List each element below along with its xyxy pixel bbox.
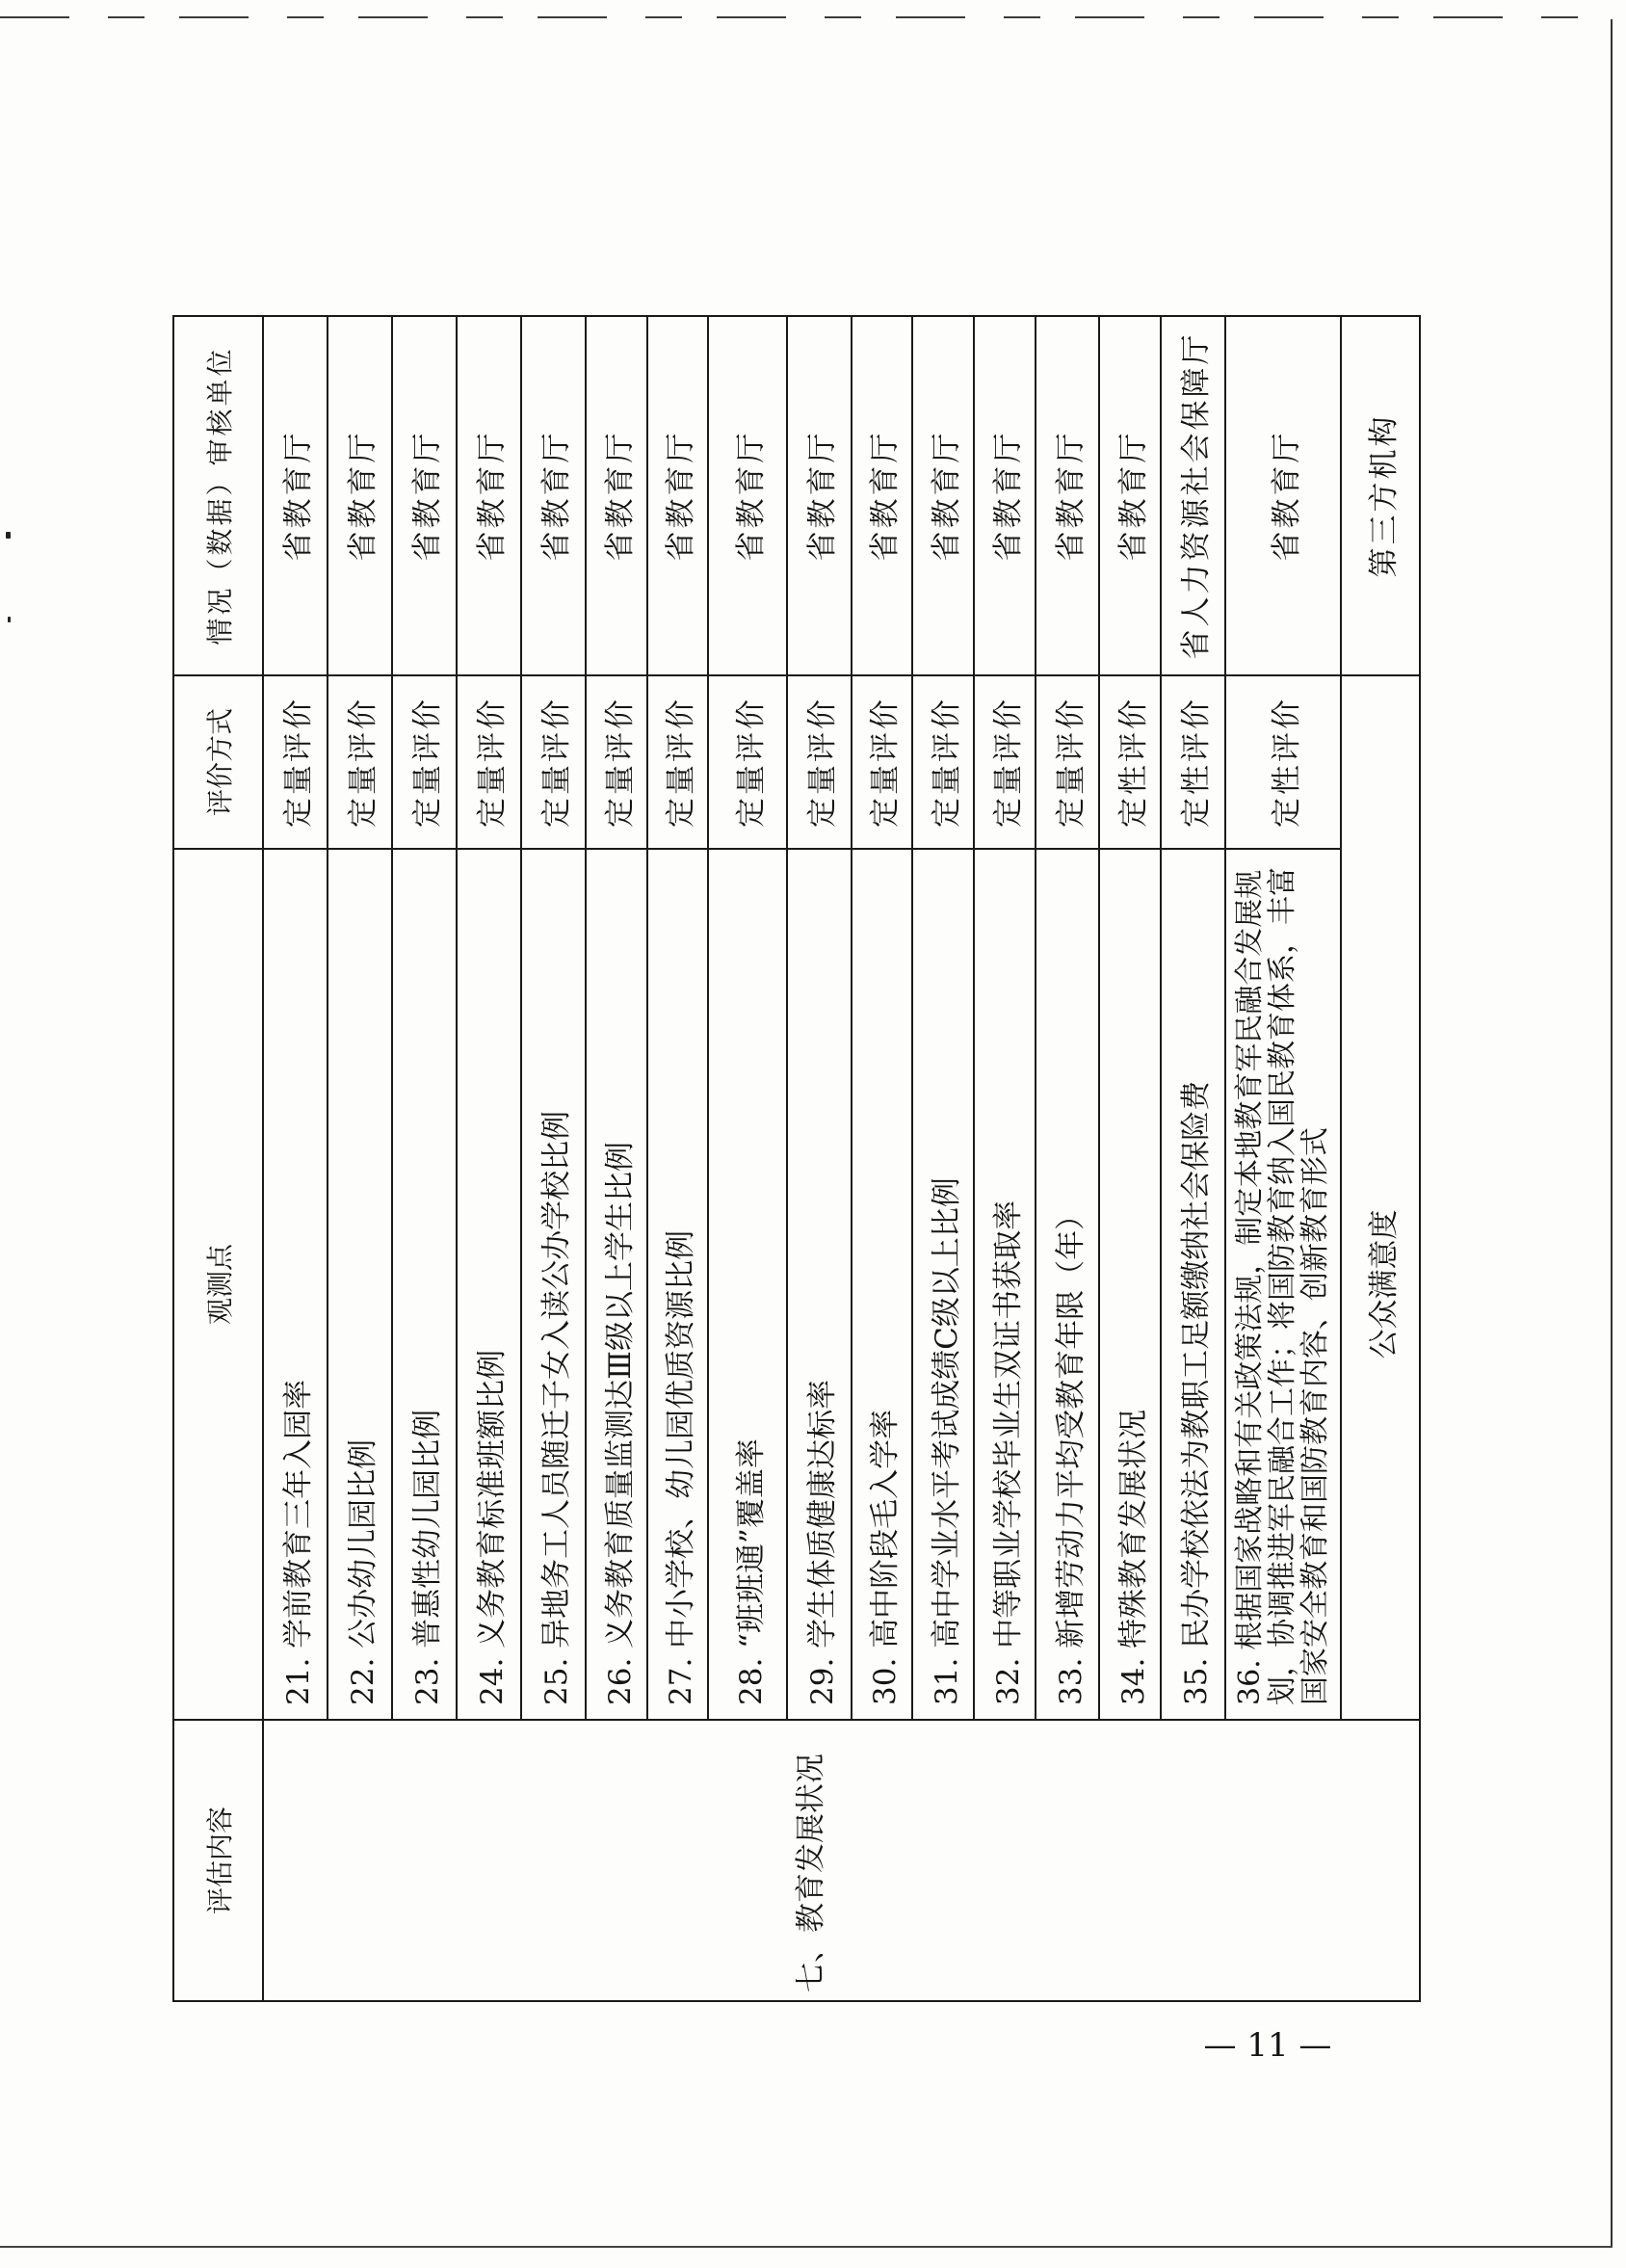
observation-cell: 29. 学生体质健康达标率	[787, 849, 852, 1720]
observation-cell: 23. 普惠性幼儿园比例	[392, 849, 457, 1720]
observation-cell: 22. 公办幼儿园比例	[328, 849, 392, 1720]
evaluation-table	[172, 315, 1421, 2002]
page-number: — 11 —	[1203, 2026, 1332, 2065]
observation-line: 划，协调推进军民融合工作；将国防教育纳入国民教育体系，丰富	[1266, 867, 1299, 1705]
table-header-row	[173, 316, 263, 2001]
evaluation-method-cell: 定量评价	[457, 675, 521, 849]
observation-cell: 公众满意度	[1341, 675, 1420, 1720]
observation-cell: 28. “班班通”覆盖率	[708, 849, 787, 1720]
scan-mark	[6, 532, 11, 539]
scan-edge-bottom	[0, 2246, 1613, 2248]
review-unit-cell: 省教育厅	[263, 316, 328, 675]
observation-cell: 27. 中小学校、幼儿园优质资源比例	[647, 849, 708, 1720]
header-observation-point: 观测点	[173, 849, 263, 1720]
observation-cell: 25. 异地务工人员随迁子女入读公办学校比例	[521, 849, 586, 1720]
review-unit-cell: 省教育厅	[457, 316, 521, 675]
observation-cell: 35. 民办学校依法为教职工足额缴纳社会保险费	[1161, 849, 1225, 1720]
header-review-unit: 情况（数据）审核单位	[173, 316, 263, 675]
review-unit-cell: 省教育厅	[852, 316, 912, 675]
observation-cell: 26. 义务教育质量监测达Ⅲ级以上学生比例	[586, 849, 647, 1720]
scan-mark	[8, 617, 11, 622]
evaluation-method-cell: 定性评价	[1161, 675, 1225, 849]
review-unit-cell: 省教育厅	[328, 316, 392, 675]
evaluation-method-cell: 定量评价	[852, 675, 912, 849]
review-unit-cell: 省教育厅	[787, 316, 852, 675]
evaluation-method-cell: 定量评价	[392, 675, 457, 849]
evaluation-method-cell: 定量评价	[328, 675, 392, 849]
evaluation-method-cell: 定量评价	[974, 675, 1036, 849]
review-unit-cell: 省人力资源社会保障厅	[1161, 316, 1225, 675]
scan-edge-right	[1611, 19, 1613, 2248]
observation-cell: 34. 特殊教育发展状况	[1099, 849, 1161, 1720]
evaluation-method-cell: 定量评价	[1036, 675, 1099, 849]
observation-cell: 31. 高中学业水平考试成绩C级以上比例	[912, 849, 974, 1720]
evaluation-method-cell: 定量评价	[912, 675, 974, 849]
header-evaluation-content: 评估内容	[173, 1720, 263, 2001]
review-unit-cell: 第三方机构	[1341, 316, 1420, 675]
review-unit-cell: 省教育厅	[912, 316, 974, 675]
review-unit-cell: 省教育厅	[521, 316, 586, 675]
review-unit-cell: 省教育厅	[586, 316, 647, 675]
evaluation-method-cell: 定性评价	[1225, 675, 1341, 849]
evaluation-method-cell: 定量评价	[708, 675, 787, 849]
review-unit-cell: 省教育厅	[647, 316, 708, 675]
evaluation-method-cell: 定量评价	[787, 675, 852, 849]
review-unit-cell: 省教育厅	[1225, 316, 1341, 675]
evaluation-method-cell: 定量评价	[647, 675, 708, 849]
observation-cell: 24. 义务教育标准班额比例	[457, 849, 521, 1720]
evaluation-method-cell: 定性评价	[1099, 675, 1161, 849]
review-unit-cell: 省教育厅	[392, 316, 457, 675]
review-unit-cell: 省教育厅	[708, 316, 787, 675]
review-unit-cell: 省教育厅	[1099, 316, 1161, 675]
rotated-table-frame	[172, 317, 1419, 2002]
observation-line: 国家安全教育和国防教育内容、创新教育形式	[1298, 1127, 1332, 1705]
review-unit-cell: 省教育厅	[974, 316, 1036, 675]
observation-cell	[1225, 849, 1341, 1720]
evaluation-method-cell: 定量评价	[521, 675, 586, 849]
observation-cell: 21. 学前教育三年入园率	[263, 849, 328, 1720]
observation-cell: 33. 新增劳动力平均受教育年限（年）	[1036, 849, 1099, 1720]
table-row	[263, 316, 328, 2001]
header-evaluation-method: 评价方式	[173, 675, 263, 849]
evaluation-method-cell: 定量评价	[586, 675, 647, 849]
evaluation-method-cell: 定量评价	[263, 675, 328, 849]
observation-cell: 30. 高中阶段毛入学率	[852, 849, 912, 1720]
observation-cell: 32. 中等职业学校毕业生双证书获取率	[974, 849, 1036, 1720]
scan-edge-top	[0, 16, 1612, 18]
review-unit-cell: 省教育厅	[1036, 316, 1099, 675]
evaluation-content-cell: 七、教育发展状况	[263, 1720, 1420, 2001]
observation-line: 36. 根据国家战略和有关政策法规，制定本地教育军民融合发展规	[1233, 869, 1267, 1705]
